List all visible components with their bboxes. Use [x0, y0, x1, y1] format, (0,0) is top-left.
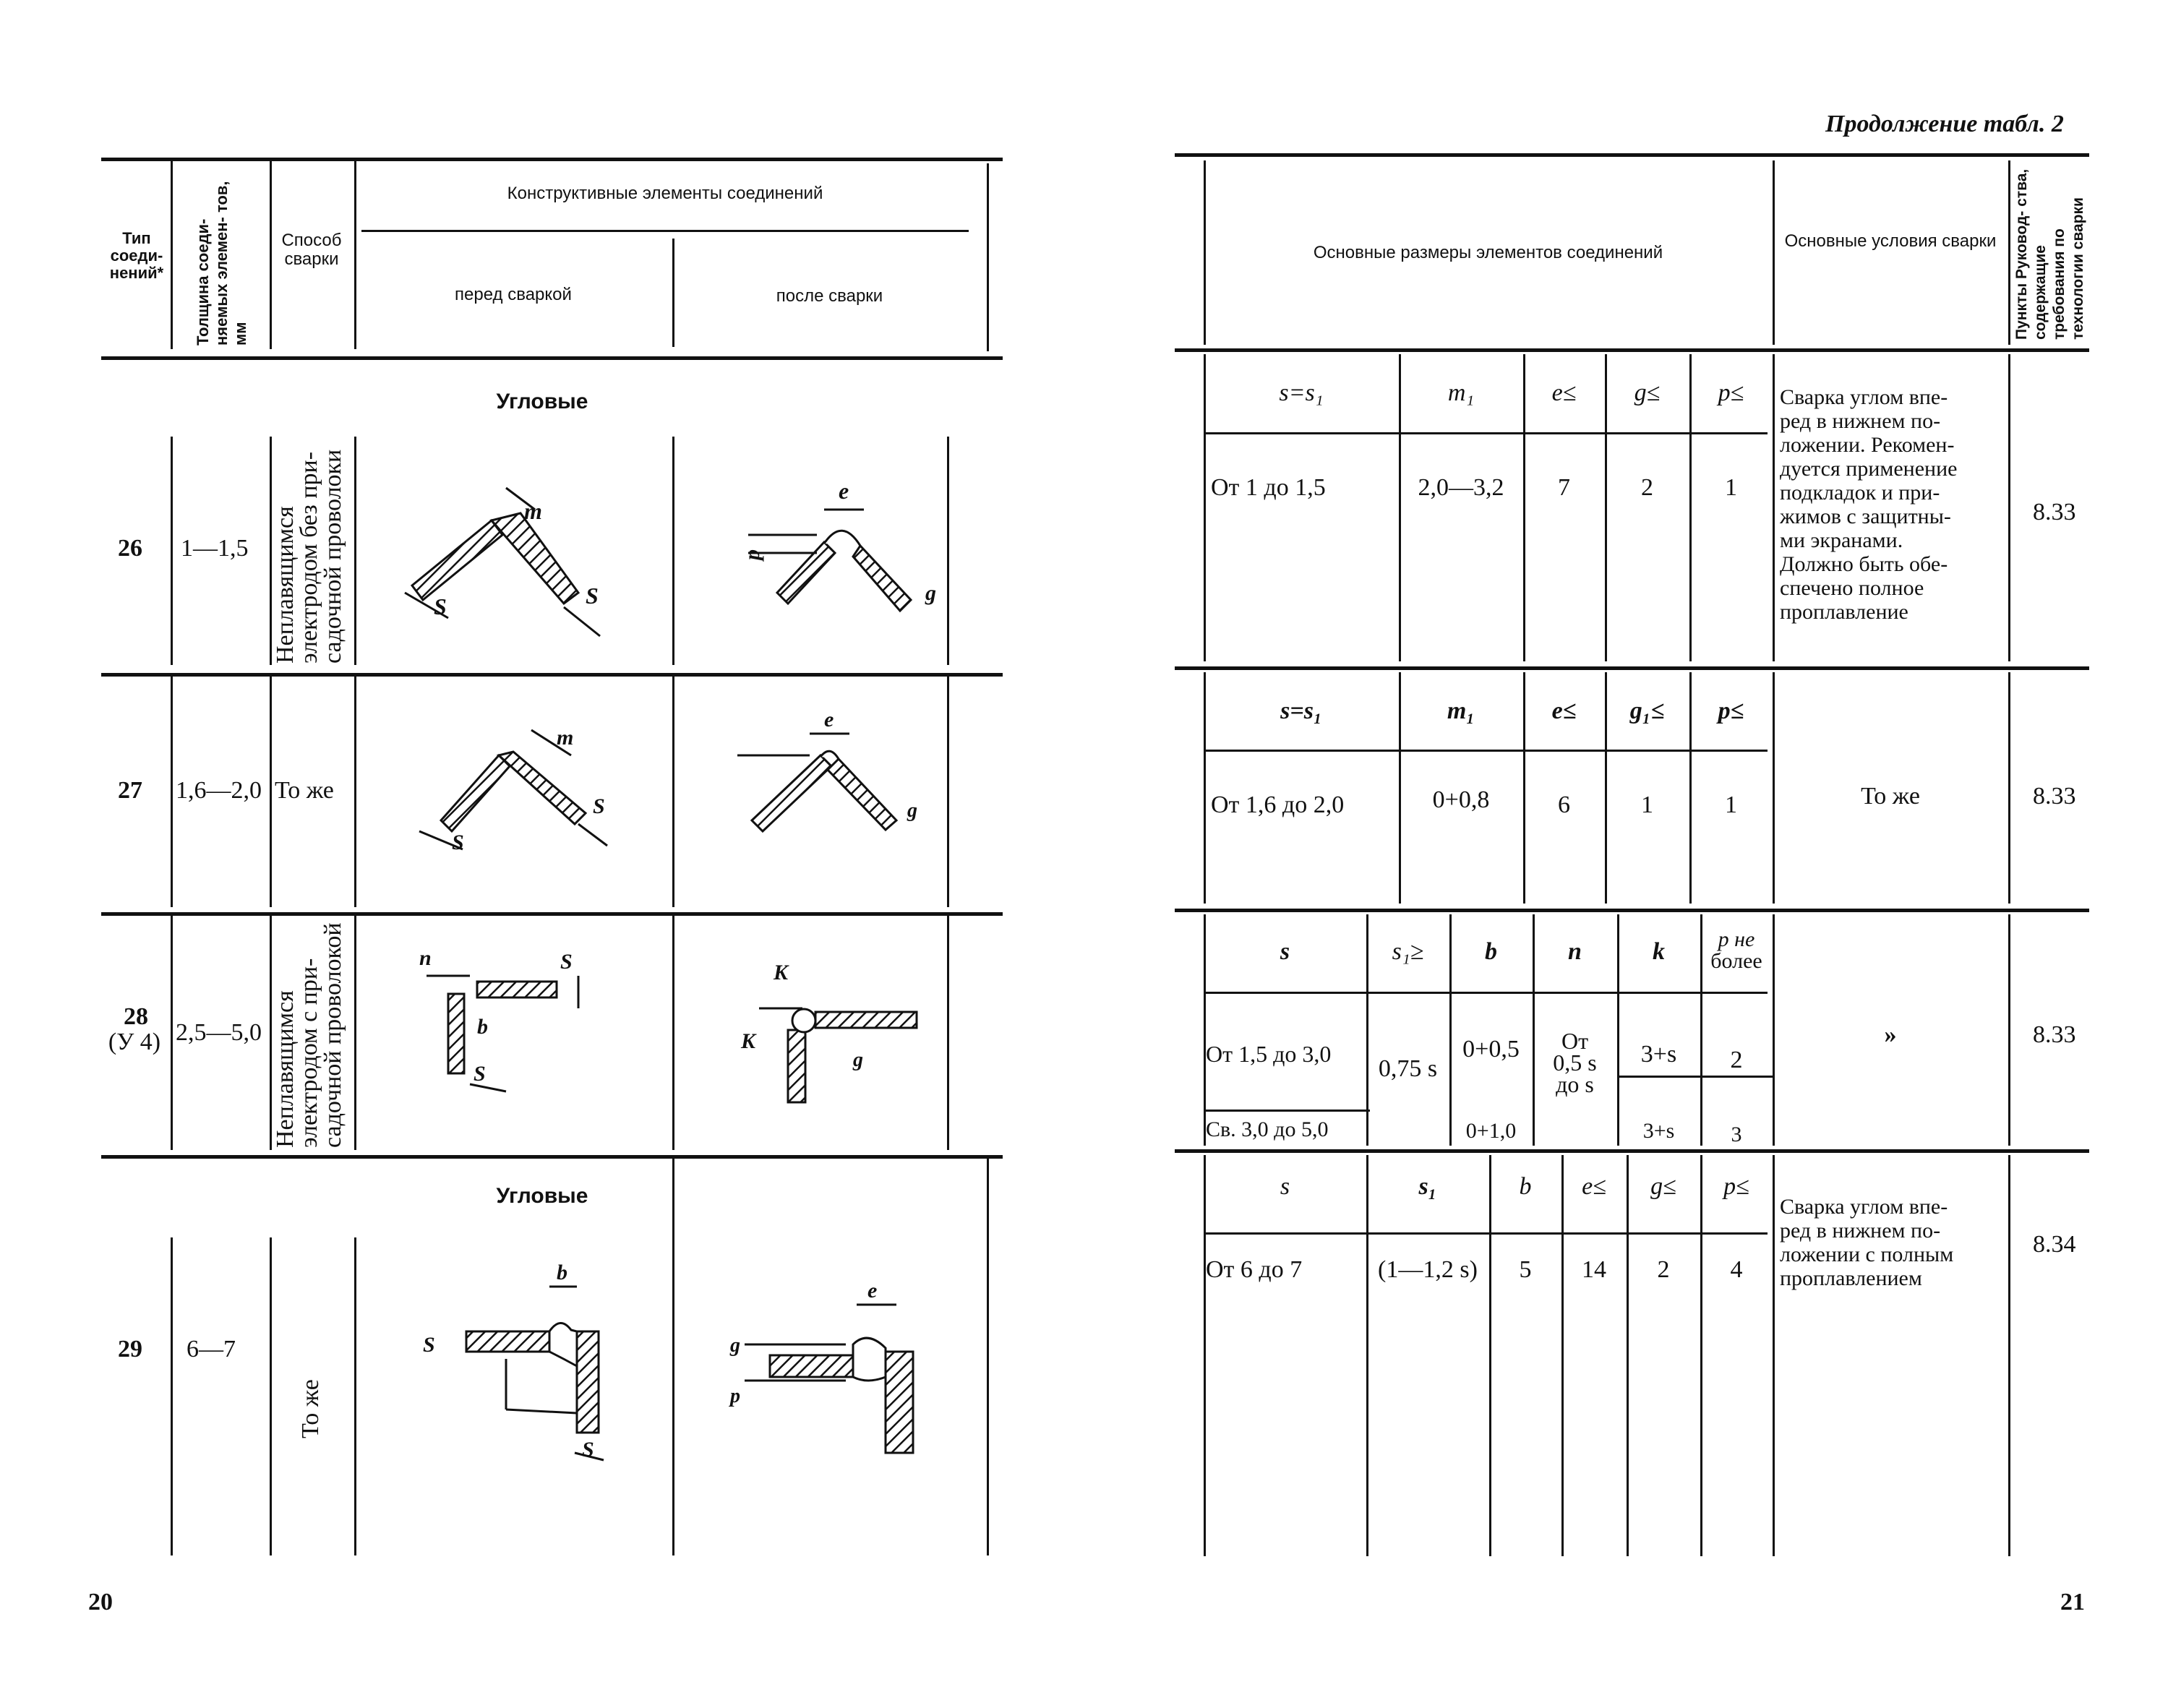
- header-after: после сварки: [776, 286, 883, 306]
- r26-val-e: 7: [1558, 474, 1570, 501]
- row28-type2: (У 4): [108, 1029, 161, 1055]
- svg-text:m: m: [557, 726, 574, 750]
- page-number-left: 20: [88, 1589, 113, 1615]
- r28-val-s-a: От 1,5 до 3,0: [1206, 1041, 1332, 1067]
- page-number-right: 21: [2060, 1589, 2085, 1615]
- r29-val-e: 14: [1582, 1256, 1606, 1283]
- row26-method: Неплавящимся электродом без при- садочной проволоки: [272, 449, 346, 664]
- continuation-label: Продолжение табл. 2: [1825, 111, 2064, 137]
- svg-text:S: S: [474, 1062, 486, 1086]
- row27-type: 27: [118, 777, 142, 804]
- r27-head-s: s=s₁: [1280, 698, 1322, 724]
- r26-val-p: 1: [1725, 474, 1737, 501]
- row29-method: То же: [297, 1379, 324, 1438]
- row28-method: Неплавящимся электродом с при- садочной проволокой: [272, 922, 346, 1148]
- r26-conditions: Сварка углом впе- ред в нижнем по- ложении. Рекомен- дуется применение подкладок и при- жимов с защитны- ми экранами. Должно быть обе- спечено полное проплавление: [1780, 385, 1958, 624]
- r26-head-s: s=s₁: [1279, 379, 1324, 406]
- row27-before-drawing: [419, 726, 607, 854]
- svg-text:S: S: [582, 1438, 594, 1462]
- r28-val-s-b: Св. 3,0 до 5,0: [1206, 1117, 1329, 1141]
- r27-val-e: 6: [1558, 791, 1570, 818]
- svg-text:p: p: [730, 1385, 740, 1407]
- r29-val-s1: (1—1,2 s): [1378, 1256, 1478, 1283]
- row26-type: 26: [118, 535, 142, 562]
- svg-text:b: b: [477, 1015, 488, 1039]
- r29-val-p: 4: [1730, 1256, 1743, 1283]
- svg-text:g: g: [853, 1049, 863, 1071]
- r27-guide: 8.33: [2033, 783, 2076, 810]
- svg-text:K: K: [774, 961, 789, 984]
- svg-text:g: g: [925, 581, 936, 605]
- row26-before-drawing: [405, 488, 600, 636]
- r28-val-s1: 0,75 s: [1378, 1055, 1438, 1082]
- svg-text:e: e: [867, 1279, 878, 1303]
- svg-text:S: S: [560, 950, 573, 974]
- r29-head-s1: s₁: [1418, 1173, 1437, 1200]
- header-thickness: Толщина соеди- няемых элемен- тов, мм: [194, 181, 249, 346]
- r29-val-g: 2: [1657, 1256, 1670, 1283]
- r27-val-s: От 1,6 до 2,0: [1211, 791, 1345, 818]
- r29-val-b: 5: [1519, 1256, 1532, 1283]
- row27-thickness: 1,6—2,0: [176, 777, 262, 804]
- header-type: Тип соеди- нений*: [109, 229, 164, 282]
- r26-val-m: 2,0—3,2: [1418, 474, 1504, 501]
- header-conditions: Основные условия сварки: [1784, 231, 1997, 251]
- r28-val-k-a: 3+s: [1640, 1041, 1677, 1068]
- r26-head-g: g≤: [1634, 379, 1661, 406]
- r28-head-s1: s₁≥: [1392, 938, 1424, 965]
- r27-val-m: 0+0,8: [1432, 786, 1490, 813]
- section-label-corner: Угловые: [496, 390, 588, 413]
- svg-text:S: S: [452, 831, 464, 854]
- header-method: Способ сварки: [281, 231, 342, 269]
- r28-head-b: b: [1485, 938, 1497, 965]
- r29-conditions: Сварка углом впе- ред в нижнем по- ложении с полным проплавлением: [1780, 1195, 1954, 1290]
- svg-text:b: b: [557, 1261, 567, 1284]
- r28-head-k: k: [1653, 938, 1665, 965]
- r27-val-g: 1: [1641, 791, 1653, 818]
- row28-before-drawing: [419, 946, 578, 1091]
- header-elements: Конструктивные элементы соединений: [507, 184, 823, 203]
- svg-text:n: n: [419, 946, 432, 970]
- r28-conditions: »: [1884, 1021, 1897, 1048]
- svg-text:S: S: [586, 583, 599, 609]
- r29-val-s: От 6 до 7: [1206, 1256, 1303, 1283]
- r28-val-b-a: 0+0,5: [1462, 1036, 1520, 1063]
- header-before: перед сваркой: [455, 285, 572, 304]
- r28-val-b-b: 0+1,0: [1465, 1119, 1517, 1143]
- svg-text:K: K: [741, 1029, 756, 1053]
- r28-val-k-b: 3+s: [1642, 1119, 1675, 1143]
- r29-head-e: e≤: [1582, 1173, 1606, 1200]
- header-dimensions: Основные размеры элементов соединений: [1313, 243, 1663, 262]
- row27-after-drawing: [737, 708, 917, 831]
- r28-val-p-b: 3: [1731, 1123, 1742, 1146]
- r26-head-e: e≤: [1551, 379, 1577, 406]
- svg-text:m: m: [524, 498, 542, 524]
- row28-type: 28: [124, 1003, 148, 1030]
- r27-val-p: 1: [1725, 791, 1737, 818]
- svg-text:S: S: [423, 1333, 435, 1357]
- r29-head-g: g≤: [1650, 1173, 1676, 1200]
- r29-head-p: p≤: [1723, 1173, 1749, 1200]
- row26-thickness: 1—1,5: [181, 535, 249, 562]
- row28-thickness: 2,5—5,0: [176, 1019, 262, 1046]
- svg-text:S: S: [434, 593, 447, 619]
- svg-text:e: e: [824, 708, 834, 731]
- r26-val-g: 2: [1641, 474, 1653, 501]
- svg-text:g: g: [907, 799, 917, 822]
- row29-after-drawing: [729, 1279, 913, 1453]
- row27-method: То же: [275, 777, 334, 804]
- svg-text:e: e: [839, 478, 849, 504]
- row29-type: 29: [118, 1336, 142, 1362]
- r29-guide: 8.34: [2033, 1231, 2076, 1258]
- r27-head-e: e≤: [1551, 698, 1577, 724]
- r26-head-p: p≤: [1718, 379, 1744, 406]
- r28-head-p: p не более: [1710, 927, 1762, 973]
- section-label-corner-2: Угловые: [496, 1184, 588, 1208]
- row26-after-drawing: [740, 478, 936, 611]
- r27-head-p: p≤: [1718, 698, 1744, 724]
- r28-val-p-a: 2: [1730, 1047, 1743, 1073]
- r28-val-n: От 0,5 s до s: [1553, 1028, 1597, 1097]
- r26-head-m: m₁: [1447, 379, 1475, 406]
- row28-after-drawing: [740, 961, 917, 1102]
- r29-head-s: s: [1280, 1173, 1290, 1200]
- r26-val-s: От 1 до 1,5: [1211, 474, 1326, 501]
- r28-head-n: n: [1568, 938, 1582, 965]
- r27-head-g: g₁≤: [1629, 698, 1665, 724]
- svg-text:p: p: [740, 549, 764, 560]
- r27-head-m: m₁: [1447, 698, 1475, 724]
- r26-guide: 8.33: [2033, 499, 2076, 525]
- r27-conditions: То же: [1861, 783, 1920, 810]
- svg-text:S: S: [593, 794, 605, 818]
- r28-guide: 8.33: [2033, 1021, 2076, 1048]
- row29-before-drawing: [423, 1261, 604, 1462]
- r29-head-b: b: [1519, 1173, 1532, 1200]
- header-guide: Пункты Руковод- ства, содержащие требования по технологии сварки: [2013, 168, 2086, 340]
- row29-thickness: 6—7: [187, 1336, 236, 1362]
- svg-text:g: g: [730, 1334, 740, 1357]
- r28-head-s: s: [1280, 938, 1290, 965]
